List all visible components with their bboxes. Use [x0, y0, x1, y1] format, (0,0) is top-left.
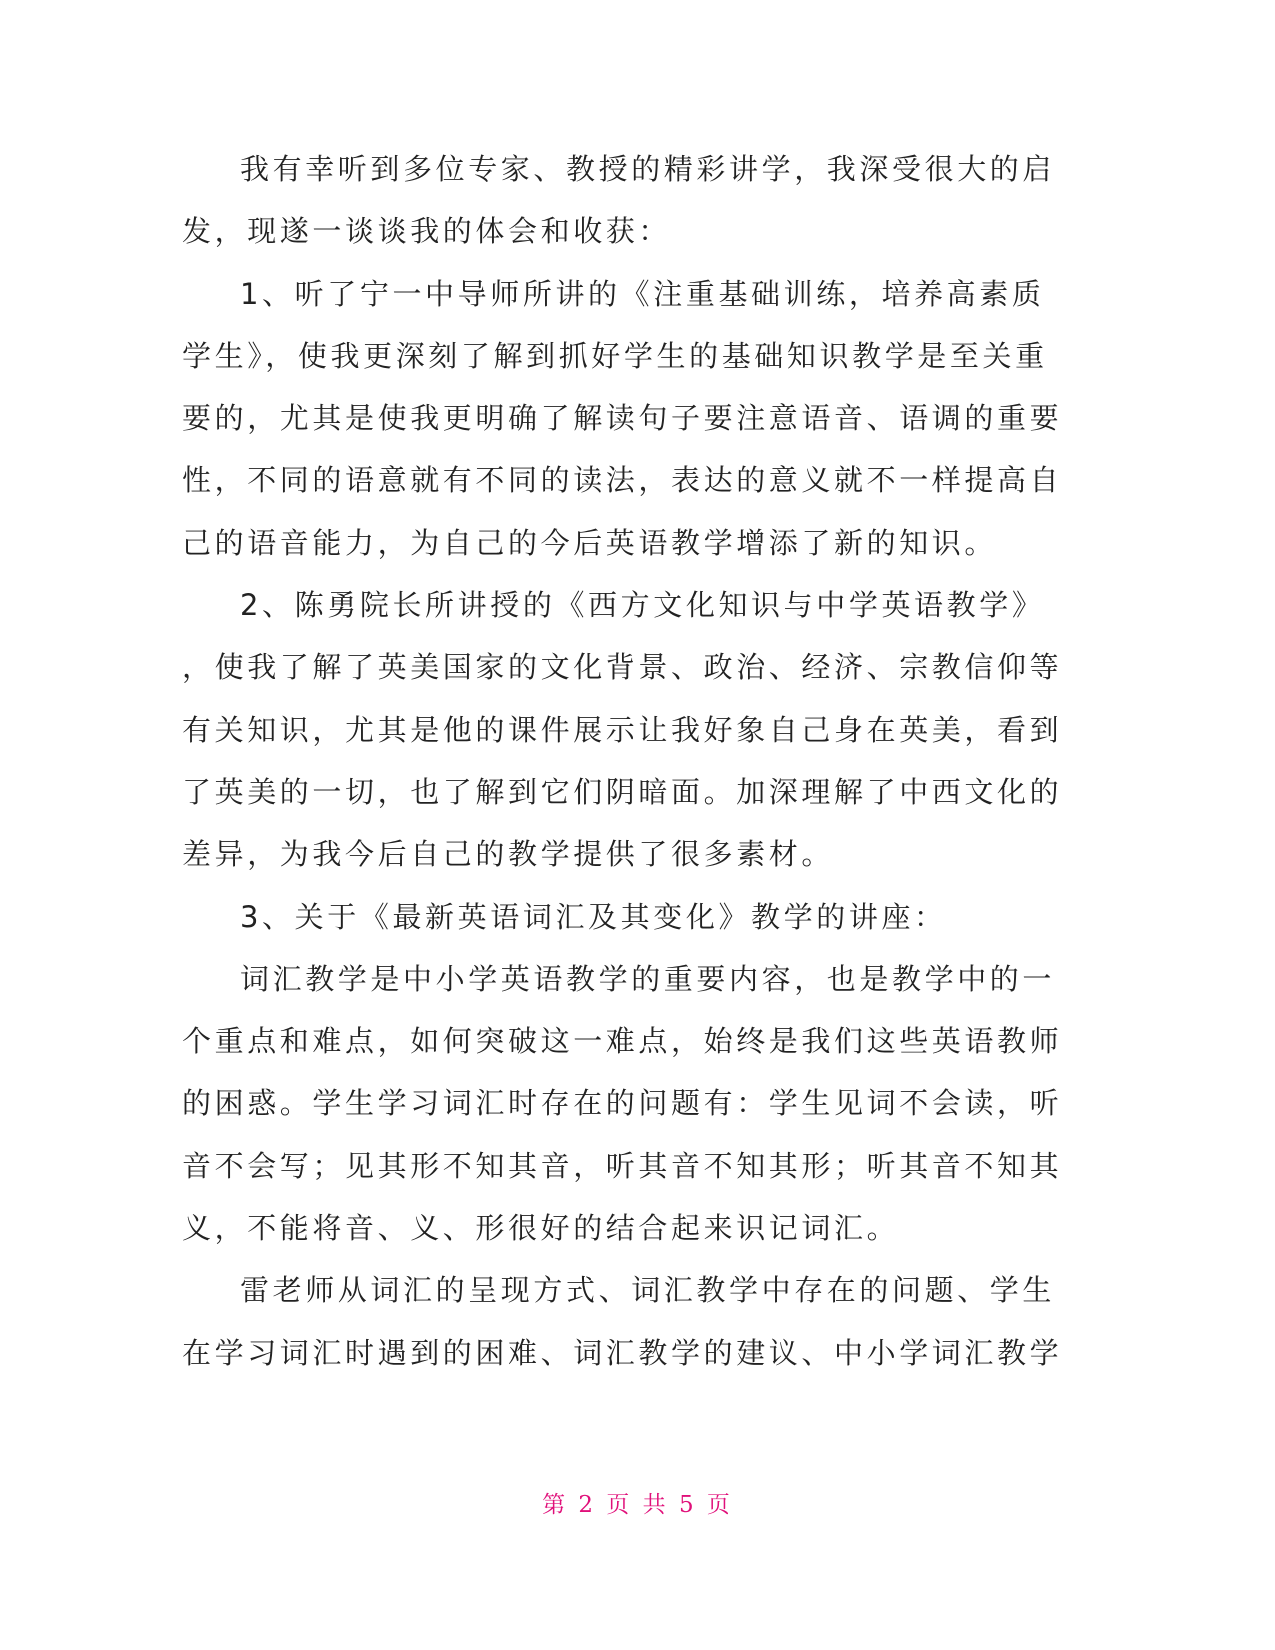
text-line: 在学习词汇时遇到的困难、词汇教学的建议、中小学词汇教学 [182, 1335, 1063, 1370]
page-number-footer: 第 2 页 共 5 页 [542, 1492, 733, 1518]
text-line: 了英美的一切，也了解到它们阴暗面。加深理解了中西文化的 [182, 774, 1063, 809]
text-line: 义，不能将音、义、形很好的结合起来识记词汇。 [182, 1211, 900, 1246]
text-line: 个重点和难点，如何突破这一难点，始终是我们这些英语教师 [182, 1024, 1063, 1059]
text-line: 有关知识，尤其是他的课件展示让我好象自己身在英美，看到 [182, 712, 1063, 747]
text-line: 音不会写；见其形不知其音，听其音不知其形；听其音不知其 [182, 1148, 1063, 1183]
text-line: 3、关于《最新英语词汇及其变化》教学的讲座： [240, 899, 947, 934]
text-line: 词汇教学是中小学英语教学的重要内容，也是教学中的一 [240, 961, 1056, 996]
text-line: 我有幸听到多位专家、教授的精彩讲学，我深受很大的启 [240, 152, 1056, 186]
text-line: 差异，为我今后自己的教学提供了很多素材。 [182, 837, 835, 872]
text-line: 发，现遂一谈谈我的体会和收获： [182, 214, 672, 249]
text-line: 1、听了宁一中导师所讲的《注重基础训练，培养高素质 [240, 276, 1045, 311]
text-line: 的困惑。学生学习词汇时存在的问题有：学生见词不会读，听 [182, 1086, 1063, 1121]
text-line: 2、陈勇院长所讲授的《西方文化知识与中学英语教学》 [240, 588, 1045, 623]
text-line: 学生》，使我更深刻了解到抓好学生的基础知识教学是至关重 [182, 338, 1048, 373]
text-line: 性，不同的语意就有不同的读法，表达的意义就不一样提高自 [182, 463, 1063, 498]
text-line: 雷老师从词汇的呈现方式、词汇教学中存在的问题、学生 [240, 1273, 1056, 1308]
text-line: ，使我了解了英美国家的文化背景、政治、经济、宗教信仰等 [182, 650, 1063, 685]
text-line: 己的语音能力，为自己的今后英语教学增添了新的知识。 [182, 525, 998, 560]
document-body [182, 138, 1063, 1384]
text-line: 要的，尤其是使我更明确了解读句子要注意语音、语调的重要 [182, 401, 1063, 436]
